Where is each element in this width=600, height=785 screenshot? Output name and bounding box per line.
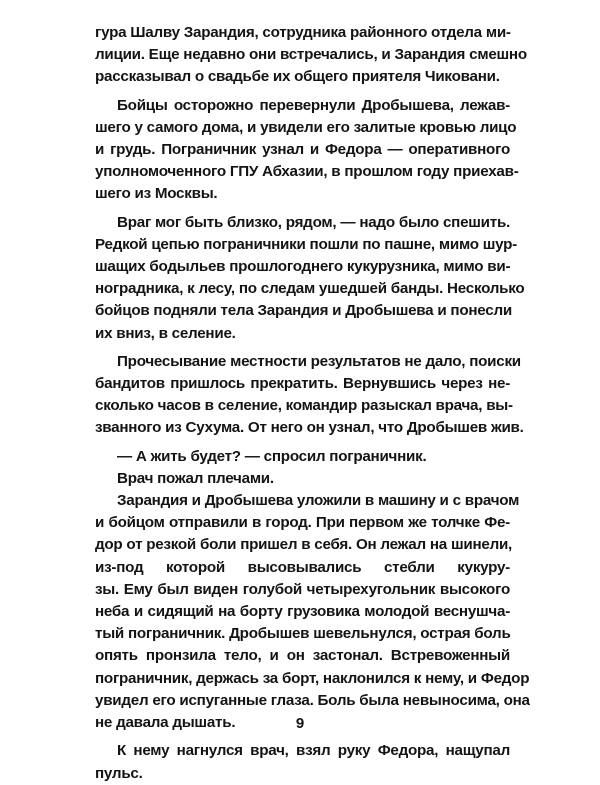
paragraph [95,22,527,89]
text-line: — А жить будет? — спросил пограничник. [117,447,427,465]
text-line: уполномоченного ГПУ Абхазии, в прошлом году приехав- [95,163,519,181]
text-line: тый пограничник. Дробышев шевельнулся, острая боль [95,625,511,643]
text-line: неба и сидящий на борту грузовика молодой веснушча- [95,603,510,621]
text-line: гура Шалву Зарандия, сотрудника районного отдела ми- [95,24,511,41]
text-line: бойцов подняли тела Зарандия и Дробышева и понесли [95,302,512,320]
text-line: Врач пожал плечами. [117,469,274,487]
text-line: зы. Ему был виден голубой четырехугольник высокого [95,580,510,598]
text-line: Бойцы осторожно перевернули Дробышева, лежав- [117,96,510,114]
text-line: из-под которой высовывались стебли кукуру- [95,558,510,576]
text-line: Прочесывание местности результатов не дало, поиски [117,352,521,370]
text-line: сколько часов в селение, командир разыскал врача, вы- [95,397,513,415]
text-line: увидел его испуганные глаза. Боль была невыносима, она [95,691,530,709]
text-line: и бойцом отправили в город. При первом же толчке Фе- [95,514,510,532]
text-line: шего из Москвы. [95,185,218,203]
paragraph [95,95,519,206]
text-line: опять пронзила тело, и он застонал. Встревоженный [95,647,510,665]
paragraph [95,740,510,784]
text-line: рассказывал о свадьбе их общего приятеля Чиковани. [95,68,500,86]
text-line: бандитов пришлось прекратить. Вернувшись через не- [95,375,510,393]
text-line: и грудь. Пограничник узнал и Федора — оперативного [95,141,510,159]
text-line: их вниз, в селение. [95,324,236,342]
text-line: Редкой цепью пограничники пошли по пашне, мимо шур- [95,235,517,253]
page-number: 9 [295,715,305,732]
paragraph [95,212,525,345]
text-line: дор от резкой боли пришел в себя. Он лежал на шинели, [95,536,513,554]
paragraph [95,446,510,468]
text-line: лиции. Еще недавно они встречались, и Зарандия смешно [95,46,527,64]
text-line: ноградника, к лесу, по следам ушедшей банды. Несколько [95,280,525,298]
text-line: шего у самого дома, и увидели его залитые кровью лицо [95,118,517,136]
text-line: К нему нагнулся врач, взял руку Федора, нащупал [117,742,510,760]
text-line: Враг мог быть близко, рядом, — надо было спешить. [117,213,510,231]
text-line: Зарандия и Дробышева уложили в машину и с врачом [117,492,520,510]
paragraph [95,490,530,734]
paragraph [95,468,510,490]
text-line: шащих бодыльев прошлогоднего кукурузника, мимо ви- [95,258,511,276]
text-line: пограничник, держась за борт, наклонился к нему, и Федор [95,669,530,687]
text-line: званного из Сухума. От него он узнал, что Дробышев жив. [95,419,524,437]
text-line: пульс. [95,764,143,782]
text-line: не давала дышать. [95,714,236,732]
paragraph [95,351,524,440]
body-text [95,22,530,785]
